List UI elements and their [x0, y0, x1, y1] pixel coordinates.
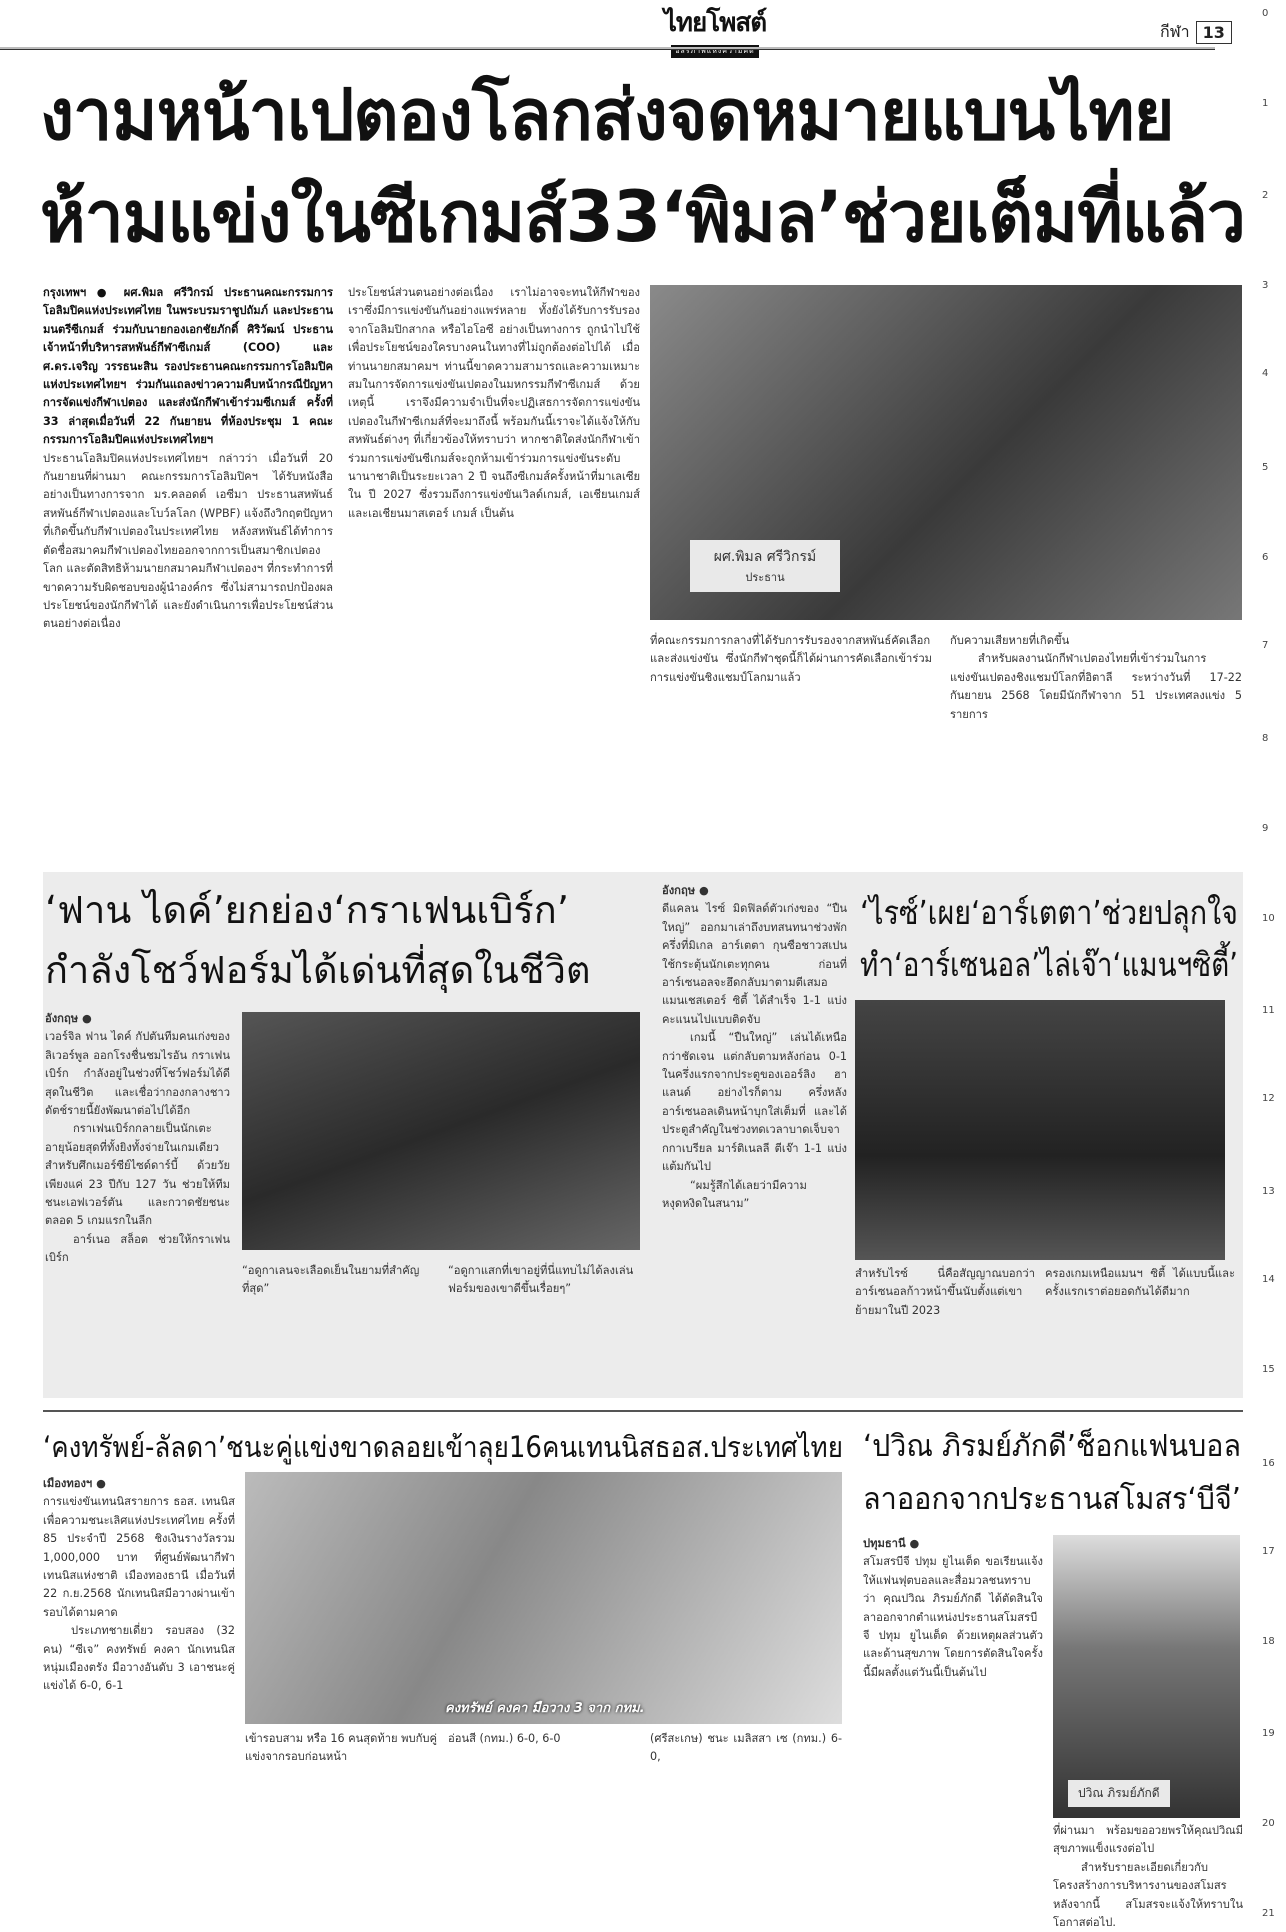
ruler-number: 12: [1262, 1093, 1275, 1104]
photo-nameplate: ปวิณ ภิรมย์ภักดี: [1068, 1780, 1170, 1807]
ruler-number: 9: [1262, 823, 1269, 834]
dateline: อังกฤษ ●: [662, 884, 709, 897]
paragraph: เกมนี้ “ปืนใหญ่” เล่นได้เหนือกว่าชัดเจน แต่กลับตามหลังก่อน 0-1 ในครึ่งแรกจากประตูของเออร์ลิง ฮาแลนด์ อย่างไรก็ตาม ครึ่งหลังอาร์เซนอลเดินหน้าบุกใส่เต็มที่ และได้ประตูสำคัญในช่วงทดเวลาบาดเจ็บจากกาเบรียล มาร์ติเนลลี ตีเจ๊า 1-1 แบ่งแต้มกันไป: [662, 1031, 847, 1174]
ruler-number: 7: [1262, 640, 1269, 651]
ruler-number: 19: [1262, 1728, 1275, 1739]
rice-column-2: [855, 1265, 1035, 1390]
section-name: กีฬา: [1160, 22, 1190, 41]
rice-column-3: [1045, 1265, 1235, 1390]
paragraph: ประธานโอลิมปิคแห่งประเทศไทยฯ กล่าวว่า เมื่อวันที่ 20 กันยายนที่ผ่านมา คณะกรรมการโอลิมปิคฯ ได้รับหนังสืออย่างเป็นทางการจาก มร.คลอดด์ เอซีมา ประธานสหพันธ์สหพันธ์กีฬาเปตองและโบว์ลโลก (WPBF) แจ้งถึงวิกฤตปัญหาที่เกิดขึ้นกับกีฬาเปตองในประเทศไทย หลังสหพันธ์ได้ทำการตัดชื่อสมาคมกีฬาเปตองไทยออกจากการเป็นสมาชิกเปตองโลก และตัดสิทธิห้ามนายกสมาคมกีฬาเปตองฯ ที่กระทำการที่ขาดความรับผิดชอบของผู้นำองค์กร ซึ่งไม่สามารถปกป้องผลประโยชน์ของนักกีฬาได้ และยังดำเนินการเพื่อประโยชน์ส่วนตนอย่างต่อเนื่อง: [43, 451, 333, 631]
photo-caption: คงทรัพย์ คงคา มือวาง 3 จาก กทม.: [445, 1701, 645, 1716]
dateline: กรุงเทพฯ ●: [43, 286, 124, 299]
header-rule: [0, 47, 1215, 50]
tennis-column-1: [43, 1475, 235, 1920]
paragraph: กราเฟนเบิร์กกลายเป็นนักเตะอายุน้อยสุดที่ทั้งยิงทั้งจ่ายในเกมเดียวสำหรับศึกเมอร์ซีย์ไซด์ดาร์บี้ ด้วยวัยเพียงแค่ 23 ปีกับ 127 วัน ช่วยให้ทีมชนะเอฟเวอร์ตัน และกวาดชัยชนะตลอด 5 เกมแรกในลีก: [45, 1122, 230, 1228]
vandijk-column-3: [448, 1262, 640, 1390]
ruler-number: 3: [1262, 280, 1269, 291]
pawin-headline-2: ลาออกจากประธานสโมสร‘บีจี’: [863, 1482, 1241, 1517]
paragraph: “ผมรู้สึกได้เลยว่ามีความหงุดหงิดในสนาม”: [662, 1178, 807, 1210]
lead-paragraph: ผศ.พิมล ศรีวิกรม์ ประธานคณะกรรมการโอลิมปิคแห่งประเทศไทย ในพระบรมราชูปถัมภ์ และประธานมนตรีซีเกมส์ ร่วมกับนายกองเอกชัยภักดิ์ ศิริวัฒน์ ประธานเจ้าหน้าที่บริหารสหพันธ์กีฬาซีเกมส์ (COO) และ ศ.ดร.เจริญ วรรธนะสิน รองประธานคณะกรรมการโอลิมปิคแห่งประเทศไทยฯ ร่วมกันแถลงข่าวความคืบหน้ากรณีปัญหาการจัดแข่งกีฬาเปตอง และส่งนักกีฬาเข้าร่วมซีเกมส์ ครั้งที่ 33 ล่าสุดเมื่อวันที่ 22 กันยายน ที่ห้องประชุม 1 คณะกรรมการโอลิมปิคแห่งประเทศไทยฯ: [43, 286, 333, 447]
line-ruler: [1258, 0, 1286, 1920]
paragraph: สำหรับผลงานนักกีฬาเปตองไทยที่เข้าร่วมในการแข่งขันเปตองชิงแชมป์โลกที่อิตาลี ระหว่างวันที่ 17-22 กันยายน 2568 โดยมีนักกีฬาจาก 51 ประเทศลงแข่ง 5 รายการ: [950, 652, 1242, 721]
paragraph: (ศรีสะเกษ) ชนะ เมลิสสา เซ (กทม.) 6-0,: [650, 1732, 842, 1764]
ruler-number: 4: [1262, 368, 1269, 379]
paragraph: เวอร์จิล ฟาน ไดค์ กัปตันทีมคนเก่งของลิเวอร์พูล ออกโรงชื่นชมไรอัน กราเฟนเบิร์ก กำลังอยู่ในช่วงที่โชว์ฟอร์มได้ดีสุดในชีวิต และเชื่อว่ากองกลางชาวดัตช์รายนี้ยังพัฒนาต่อไปได้อีก: [45, 1030, 230, 1118]
main-story-column-4: [950, 632, 1242, 860]
dateline: ปทุมธานี ●: [863, 1537, 920, 1550]
dateline: อังกฤษ ●: [45, 1012, 92, 1025]
declan-rice-photo: [855, 1000, 1225, 1260]
ruler-number: 11: [1262, 1005, 1275, 1016]
ruler-number: 14: [1262, 1274, 1275, 1285]
ruler-number: 1: [1262, 98, 1269, 109]
main-story-column-3: [650, 632, 932, 860]
ruler-number: 18: [1262, 1636, 1275, 1647]
nameplate-name: ผศ.พิมล ศรีวิกรม์: [713, 549, 817, 565]
ruler-number: 15: [1262, 1364, 1275, 1375]
paragraph: อาร์เนอ สล็อต ช่วยให้กราเฟนเบิร์ก: [45, 1232, 230, 1265]
ruler-number: 2: [1262, 190, 1269, 201]
photo-nameplate: [690, 540, 840, 592]
paragraph: สำหรับรายละเอียดเกี่ยวกับโครงสร้างการบริหารงานของสโมสรหลังจากนี้ สโมสรจะแจ้งให้ทราบในโอกาสต่อไป.: [1053, 1860, 1243, 1930]
paragraph: กับความเสียหายที่เกิดขึ้น: [950, 634, 1070, 647]
football-match-photo: [242, 1012, 640, 1250]
paragraph: ดีแคลน ไรซ์ มิดฟิลด์ตัวเก่งของ “ปืนใหญ่” ออกมาเล่าถึงบทสนทนาช่วงพักครึ่งที่มิเกล อาร์เตตา กุนซือชาวสเปนใช้กระตุ้นนักเตะทุกคน ก่อนที่อาร์เซนอลจะฮึดกลับมาตามตีเสมอแมนเชสเตอร์ ซิตี้ ได้สำเร็จ 1-1 แบ่งคะแนนไปแบบติดจับ: [662, 902, 847, 1026]
ruler-number: 21: [1262, 1908, 1275, 1919]
pawin-column-2: [1053, 1822, 1243, 1930]
ruler-number: 6: [1262, 552, 1269, 563]
page-number: 13: [1196, 21, 1232, 44]
ruler-number: 0: [1262, 8, 1269, 19]
ruler-number: 5: [1262, 462, 1269, 473]
paragraph: อ่อนสี (กทม.) 6-0, 6-0: [448, 1732, 561, 1745]
pawin-portrait-photo: [1053, 1535, 1240, 1818]
main-story-column-1: [43, 284, 333, 860]
tennis-player-photo: [245, 1472, 842, 1724]
dateline: เมืองทองฯ ●: [43, 1477, 106, 1490]
paragraph: “อดูกาเลนจะเลือดเย็นในยามที่สำคัญที่สุด”: [242, 1264, 420, 1296]
ruler-number: 16: [1262, 1458, 1275, 1469]
ruler-number: 8: [1262, 733, 1269, 744]
rice-column-1: [662, 882, 847, 1390]
tennis-headline: ‘คงทรัพย์-ลัลดา’ชนะคู่แข่งขาดลอยเข้าลุย16คนเทนนิสธอส.ประเทศไทย: [43, 1430, 843, 1464]
ruler-number: 20: [1262, 1818, 1275, 1829]
pawin-headline-1: ‘ปวิณ ภิรมย์ภักดี’ช็อกแฟนบอล: [863, 1429, 1242, 1464]
main-headline-line-1: งามหน้าเปตองโลกส่งจดหมายแบนไทย: [40, 74, 1174, 156]
paragraph: เข้ารอบสาม หรือ 16 คนสุดท้าย พบกับคู่แข่งจากรอบก่อนหน้า: [245, 1732, 437, 1764]
pawin-column-1: [863, 1535, 1043, 1920]
logo-tagline: อิสรภาพแห่งความคิด: [671, 45, 758, 58]
vandijk-headline-2: กำลังโชว์ฟอร์มได้เด่นที่สุดในชีวิต: [45, 948, 591, 992]
main-story-column-2: [348, 284, 640, 860]
ruler-number: 10: [1262, 913, 1275, 924]
press-conference-photo: [650, 285, 1242, 620]
paragraph: ที่ผ่านมา พร้อมขออวยพรให้คุณปวิณมีสุขภาพแข็งแรงต่อไป: [1053, 1824, 1243, 1856]
vandijk-column-2: [242, 1262, 432, 1390]
paragraph: ประเภทชายเดี่ยว รอบสอง (32 คน) “ซีเจ” คงทรัพย์ คงคา นักเทนนิสหนุ่มเมืองตรัง มือวางอันดับ 3 เอาชนะคู่แข่งได้ 6-0, 6-1: [43, 1624, 235, 1693]
paragraph: การแข่งขันเทนนิสรายการ ธอส. เทนนิสเพื่อความชนะเลิศแห่งประเทศไทย ครั้งที่ 85 ประจำปี 2568 ชิงเงินรางวัลรวม 1,000,000 บาท ที่ศูนย์พัฒนากีฬาเทนนิสแห่งชาติ เมืองทองธานี เมื่อวันที่ 22 ก.ย.2568 นักเทนนิสมีอวางผ่านเข้ารอบได้ตามคาด: [43, 1495, 235, 1619]
tennis-column-2: [245, 1730, 437, 1920]
main-headline-line-2: ห้ามแข่งในซีเกมส์33‘พิมล’ช่วยเต็มที่แล้ว: [40, 176, 1245, 258]
vandijk-column-1: [45, 1010, 230, 1390]
ruler-number: 17: [1262, 1546, 1275, 1557]
paragraph: ครองเกมเหนือแมนฯ ซิตี้ ได้แบบนี้และครั้งแรกเราต่อยอดกันได้ดีมาก: [1045, 1267, 1235, 1299]
paragraph: สโมสรบีจี ปทุม ยูไนเต็ด ขอเรียนแจ้งให้แฟนฟุตบอลและสื่อมวลชนทราบว่า คุณปวิณ ภิรมย์ภักดี ได้ตัดสินใจลาออกจากตำแหน่งประธานสโมสรบีจี ปทุม ยูไนเต็ด ด้วยเหตุผลส่วนตัวและด้านสุขภาพ โดยการตัดสินใจครั้งนี้มีผลตั้งแต่วันนี้เป็นต้นไป: [863, 1555, 1043, 1679]
paragraph: สำหรับไรซ์ นี่คือสัญญาณบอกว่าอาร์เซนอลก้าวหน้าขึ้นนับตั้งแต่เขาย้ายมาในปี 2023: [855, 1267, 1035, 1317]
paragraph: “อดูกาแสกที่เขาอยู่ที่นี่แทบไม่ได้ลงเล่น ฟอร์มของเขาดีขึ้นเรื่อยๆ”: [448, 1264, 634, 1296]
section-divider: [43, 1410, 1243, 1412]
rice-headline-1: ‘ไรซ์’เผย‘อาร์เตตา’ช่วยปลุกใจ: [860, 893, 1239, 932]
ruler-number: 13: [1262, 1186, 1275, 1197]
rice-headline-2: ทำ‘อาร์เซนอล’ไล่เจ๊า‘แมนฯซิตี้’: [860, 945, 1238, 984]
tennis-column-4: [650, 1730, 842, 1920]
logo-text: ไทยโพสต์: [663, 8, 767, 38]
section-label: [1160, 20, 1232, 45]
newspaper-logo: [640, 8, 790, 58]
paragraph: ที่คณะกรรมการกลางที่ได้รับการรับรองจากสหพันธ์คัดเลือกและส่งแข่งขัน ซึ่งนักกีฬาชุดนี้ก็ได้ผ่านการคัดเลือกเข้าร่วมการแข่งขันชิงแชมป์โลกมาแล้ว: [650, 634, 932, 684]
paragraph: ประโยชน์ส่วนตนอย่างต่อเนื่อง เราไม่อาจจะทนให้กีฬาของเราซึ่งมีการแข่งขันกันอย่างแพร่หลาย ทั้งยังได้รับการรับรองจากโอลิมปิกสากล หรือไอโอซี อย่างเป็นทางการ ถูกนำไปใช้เพื่อประโยชน์ของใครบางคนในทางที่ไม่ถูกต้องต่อไปได้ เมื่อท่านนายกสมาคมฯ ท่านนี้ขาดความสามารถและความเหมาะสมในการจัดการแข่งขันเปตองในมหกรรมกีฬาซีเกมส์ ด้วยเหตุนี้ เราจึงมีความจำเป็นที่จะปฏิเสธการจัดการแข่งขันเปตองในกีฬาซีเกมส์ที่จะมาถึงนี้ พร้อมกันนี้เราจะได้แจ้งให้กับสหพันธ์ต่างๆ ที่เกี่ยวข้องให้ทราบว่า หากชาติใดส่งนักกีฬาเข้าร่วมการแข่งขันซีเกมส์จะถูกห้ามเข้าร่วมการแข่งขันระดับนานาชาติเป็นระยะเวลา 2 ปี จนถึงซีเกมส์ครั้งหน้าที่มาเลเซีย ใน ปี 2027 ซึ่งรวมถึงการแข่งขันเวิลด์เกมส์, เอเชียนเกมส์ และเอเชียนมาสเตอร์ เกมส์ เป็นต้น: [348, 286, 640, 520]
vandijk-headline-1: ‘ฟาน ไดค์’ยกย่อง‘กราเฟนเบิร์ก’: [45, 888, 569, 932]
tennis-column-3: [448, 1730, 640, 1920]
nameplate-title: ประธาน: [745, 571, 785, 584]
